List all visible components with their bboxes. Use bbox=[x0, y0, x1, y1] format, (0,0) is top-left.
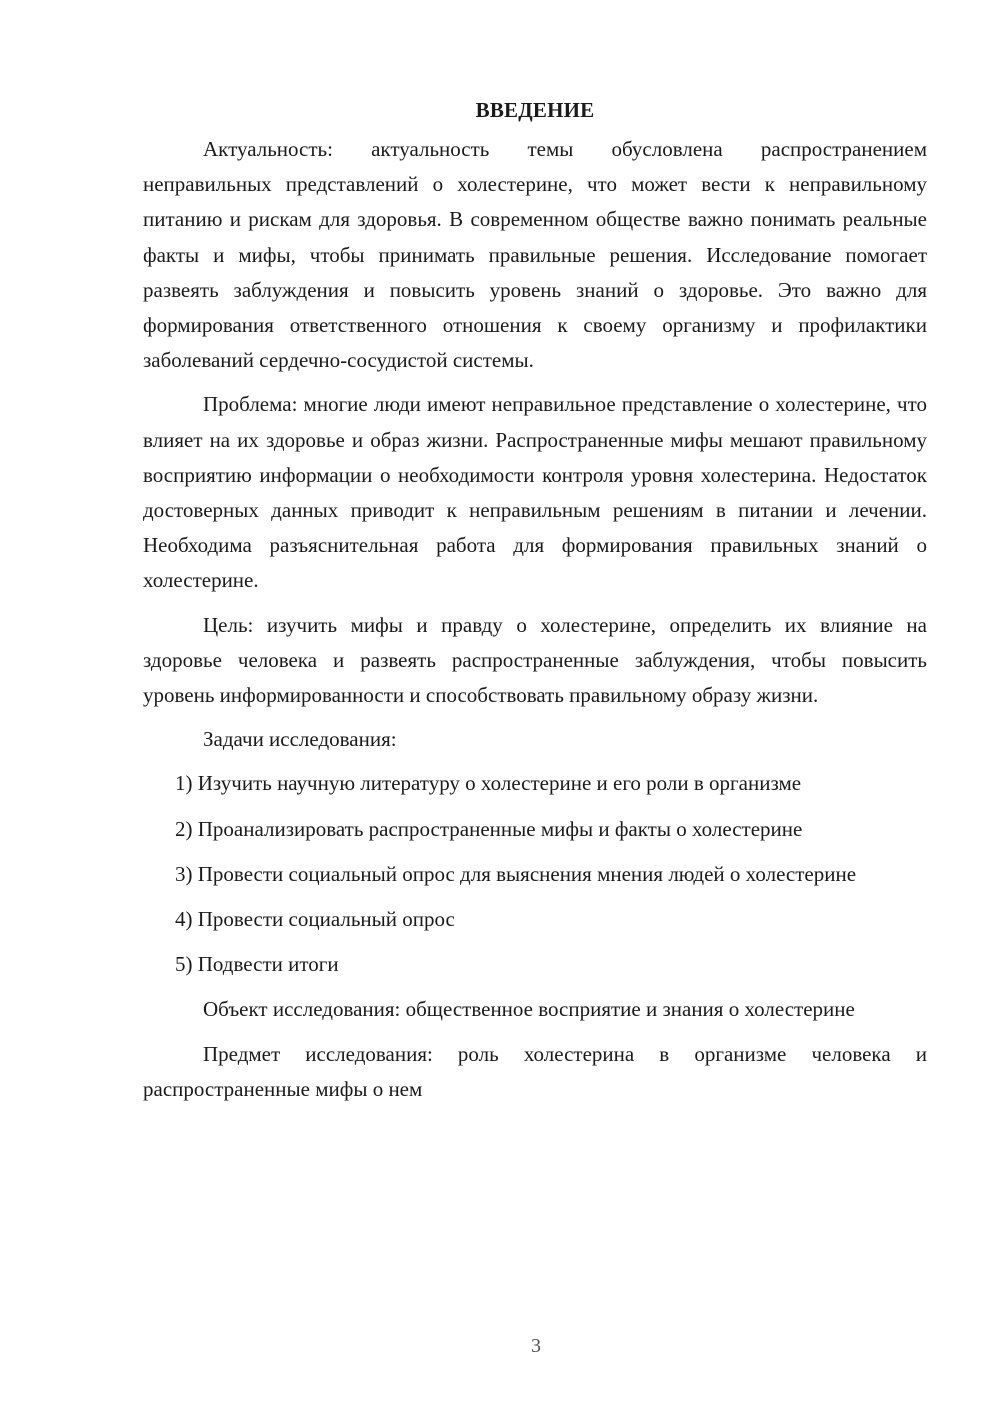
research-subject-paragraph: Предмет исследования: роль холестерина в организме человека и распространенные мифы о нем bbox=[143, 1041, 927, 1101]
list-item: 1) Изучить научную литературу о холестерине и его роли в организме bbox=[175, 771, 802, 796]
problem-paragraph: Проблема: многие люди имеют неправильное представление о холестерине, что влияет на их здоровье и образ жизни. Распространенные мифы мешают правильному восприятию информации о необходимости контроля уровня холестерина. Недостаток достоверных данных приводит к неправильным решениям в питании и лечении. Необходима разъяснительная работа для формирования правильных знаний о холестерине. bbox=[143, 392, 927, 593]
list-item: 3) Провести социальный опрос для выяснения мнения людей о холестерине bbox=[175, 861, 857, 886]
relevance-paragraph: Актуальность: актуальность темы обусловлена распространением неправильных представлений о холестерине, что может вести к неправильному питанию и рискам для здоровья. В современном обществе важно понимать реальные факты и мифы, чтобы принимать правильные решения. Исследование помогает развеять заблуждения и повысить уровень знаний о здоровье. Это важно для формирования ответственного отношения к своему организму и профилактики заболеваний сердечно-сосудистой системы. bbox=[143, 137, 927, 373]
list-item: 5) Подвести итоги bbox=[175, 952, 339, 977]
tasks-list bbox=[143, 766, 927, 982]
page-title: ВВЕДЕНИЕ bbox=[475, 98, 595, 122]
goal-paragraph: Цель: изучить мифы и правду о холестерине, определить их влияние на здоровье человека и развеять распространенные заблуждения, чтобы повысить уровень информированности и способствовать правильному образу жизни. bbox=[143, 612, 927, 708]
list-item: 2) Проанализировать распространенные мифы и факты о холестерине bbox=[175, 816, 803, 841]
research-object-paragraph: Объект исследования: общественное восприятие и знания о холестерине bbox=[203, 997, 855, 1022]
list-item: 4) Провести социальный опрос bbox=[175, 907, 455, 932]
page-number: 3 bbox=[531, 1335, 541, 1357]
document-page bbox=[143, 95, 927, 1116]
tasks-heading: Задачи исследования: bbox=[203, 727, 397, 752]
